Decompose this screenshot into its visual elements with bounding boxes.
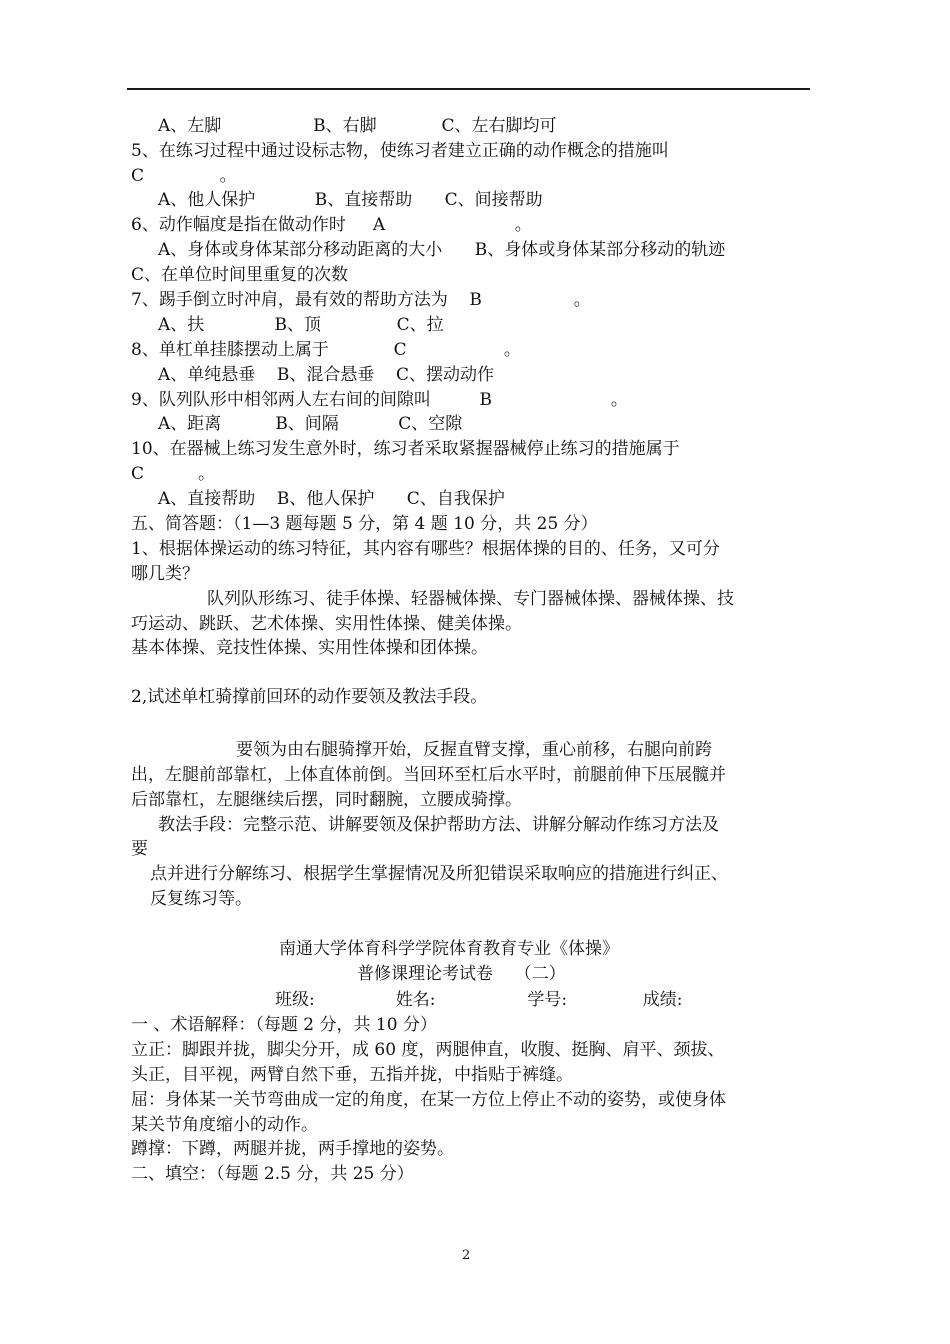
sq1-answer-1-cont: 巧运动、跳跃、艺术体操、实用性体操、健美体操。 — [131, 614, 522, 634]
q9-options: A、距离 B、间隔 C、空隙 — [158, 414, 463, 434]
question-10: 10、在器械上练习发生意外时，练习者采取紧握器械停止练习的措施属于 — [131, 439, 680, 459]
term-1-cont: 头正，目平视，两臂自然下垂，五指并拢，中指贴于裤缝。 — [131, 1065, 573, 1085]
sq1-answer-2: 基本体操、竞技性体操、实用性体操和团体操。 — [131, 638, 488, 658]
question-5-answer: C 。 — [131, 166, 237, 186]
term-3: 蹲撑：下蹲，两腿并拢，两手撑地的姿势。 — [131, 1139, 454, 1159]
question-10-answer: C 。 — [131, 464, 216, 484]
section-5-heading: 五、简答题：（1—3 题每题 5 分，第 4 题 10 分，共 25 分） — [131, 514, 598, 534]
sq1-question: 1、根据体操运动的练习特征，其内容有哪些？根据体操的目的、任务，又可分 — [131, 539, 720, 559]
question-9: 9、队列队形中相邻两人左右间的间隙叫 B 。 — [131, 390, 628, 410]
exam-title: 南通大学体育科学学院体育教育专业《体操》 — [279, 939, 619, 959]
term-1: 立正：脚跟并拢，脚尖分开，成 60 度，两腿伸直，收腹、挺胸、肩平、颈拔、 — [131, 1040, 725, 1060]
sq2-method-4: 反复练习等。 — [150, 889, 252, 909]
sq2-answer-3: 后部靠杠，左腿继续后摆，同时翻腕，立腰成骑撑。 — [131, 790, 522, 810]
q4-options: A、左脚 B、右脚 C、左右脚均可 — [158, 116, 557, 136]
question-7: 7、踢手倒立时冲肩，最有效的帮助方法为 B 。 — [131, 290, 591, 310]
q6-options: A、身体或身体某部分移动距离的大小 B、身体或身体某部分移动的轨迹 — [158, 240, 726, 260]
header-rule — [127, 88, 810, 90]
q8-options: A、单纯悬垂 B、混合悬垂 C、摆动动作 — [158, 365, 495, 385]
question-5: 5、在练习过程中通过设标志物，使练习者建立正确的动作概念的措施叫 — [131, 141, 669, 161]
sq2-answer-1: 要领为由右腿骑撑开始，反握直臂支撑，重心前移，右腿向前跨 — [236, 740, 712, 760]
section-1-heading: 一 、术语解释：（每题 2 分，共 10 分） — [131, 1015, 437, 1035]
page-number: 2 — [462, 1248, 471, 1263]
q7-options: A、扶 B、顶 C、拉 — [158, 315, 444, 335]
term-2: 屈：身体某一关节弯曲成一定的角度，在某一方位上停止不动的姿势，或使身体 — [131, 1090, 726, 1110]
section-2-heading: 二、填空：（每题 2.5 分，共 25 分） — [131, 1164, 414, 1184]
sq1-question-cont: 哪几类？ — [131, 564, 199, 584]
question-8: 8、单杠单挂膝摆动上属于 C 。 — [131, 340, 521, 360]
q5-options: A、他人保护 B、直接帮助 C、间接帮助 — [158, 190, 543, 210]
sq2-question: 2,试述单杠骑撑前回环的动作要领及教法手段。 — [131, 687, 488, 707]
sq2-method-1: 教法手段：完整示范、讲解要领及保护帮助方法、讲解分解动作练习方法及 — [158, 815, 719, 835]
sq2-method-2: 要 — [131, 839, 148, 859]
exam-subtitle: 普修课理论考试卷 （二） — [357, 964, 566, 984]
student-info-fields: 班级: 姓名: 学号: 成绩: — [275, 990, 683, 1010]
sq1-answer-1: 队列队形练习、徒手体操、轻器械体操、专门器械体操、器械体操、技 — [207, 589, 734, 609]
sq2-answer-2: 出，左腿前部靠杠，上体直体前倒。当回环至杠后水平时，前腿前伸下压展髋并 — [131, 765, 726, 785]
q10-options: A、直接帮助 B、他人保护 C、自我保护 — [158, 489, 505, 509]
sq2-method-3: 点并进行分解练习、根据学生掌握情况及所犯错误采取响应的措施进行纠正、 — [150, 864, 728, 884]
question-6: 6、动作幅度是指在做动作时 A 。 — [131, 215, 532, 235]
term-2-cont: 某关节角度缩小的动作。 — [131, 1115, 318, 1135]
q6-option-c: C、在单位时间里重复的次数 — [131, 265, 349, 285]
